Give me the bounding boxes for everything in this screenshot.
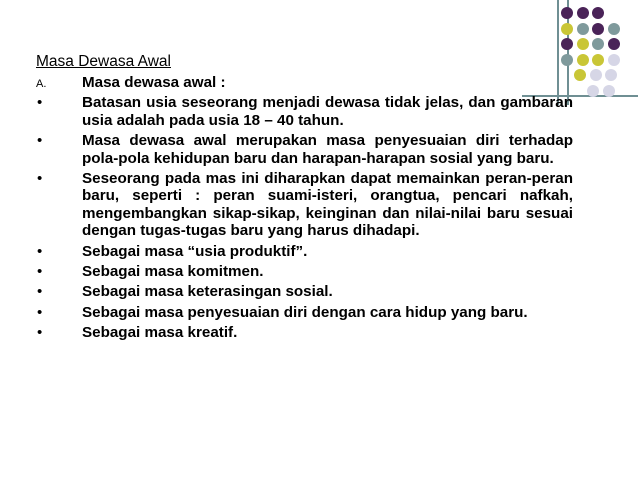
bullet-icon: • [37, 323, 43, 341]
decorative-dot [577, 54, 589, 66]
list-item [36, 263, 573, 281]
decorative-dot [561, 7, 573, 19]
list-item [36, 132, 573, 167]
bullet-icon: • [37, 262, 43, 280]
list-item-text: Sebagai masa komitmen. [82, 262, 264, 280]
decorative-dot [574, 69, 586, 81]
decorative-dot [577, 38, 589, 50]
decorative-dot [603, 85, 615, 97]
list-letter-marker: A. [36, 78, 47, 90]
decorative-dot [561, 23, 573, 35]
bullet-icon: • [37, 242, 43, 260]
decorative-dot [592, 54, 604, 66]
decorative-dot [561, 38, 573, 50]
list-item-text: Masa dewasa awal : [82, 74, 226, 91]
list-item-text: Sebagai masa keterasingan sosial. [82, 283, 333, 301]
list-item [36, 170, 573, 240]
list-item [36, 283, 573, 301]
decorative-dot [592, 38, 604, 50]
bullet-icon: • [37, 94, 43, 112]
bullet-icon: • [37, 283, 43, 301]
decorative-dot [592, 7, 604, 19]
list-item [36, 304, 573, 322]
list-item [36, 324, 573, 342]
list-item [36, 74, 573, 92]
bullet-list [36, 74, 573, 341]
bullet-icon: • [37, 169, 43, 187]
list-item [36, 243, 573, 261]
list-item-text: Masa dewasa awal merupakan masa penyesuaian diri terhadap pola-pola kehidupan baru dan harapan-harapan sosial yang baru. [82, 132, 573, 167]
bullet-icon: • [37, 303, 43, 321]
list-item-text: Sebagai masa “usia produktif”. [82, 242, 308, 260]
list-item-text: Seseorang pada mas ini diharapkan dapat memainkan peran-peran baru, seperti : peran suami-isteri, orangtua, pencari nafkah, mengembangkan sikap-sikap, keinginan dan nilai-nilai baru sesuai dengan tugas-tugas baru yang harus dihadapi. [82, 169, 573, 240]
decorative-dot [592, 23, 604, 35]
list-item-text: Sebagai masa penyesuaian diri dengan cara hidup yang baru. [82, 303, 528, 321]
slide-content [36, 52, 573, 344]
decorative-dot [605, 69, 617, 81]
decorative-dot [608, 38, 620, 50]
slide-heading: Masa Dewasa Awal [36, 53, 171, 70]
bullet-icon: • [37, 132, 43, 150]
decorative-dot [587, 85, 599, 97]
list-item-text: Batasan usia seseorang menjadi dewasa tidak jelas, dan gambaran usia adalah pada usia 18 – 40 tahun. [82, 94, 573, 129]
decorative-dot [608, 23, 620, 35]
decorative-dot [608, 54, 620, 66]
list-item-text: Sebagai masa kreatif. [82, 323, 238, 341]
list-item [36, 94, 573, 129]
decorative-dot [590, 69, 602, 81]
decorative-dot [577, 23, 589, 35]
decorative-dot [577, 7, 589, 19]
